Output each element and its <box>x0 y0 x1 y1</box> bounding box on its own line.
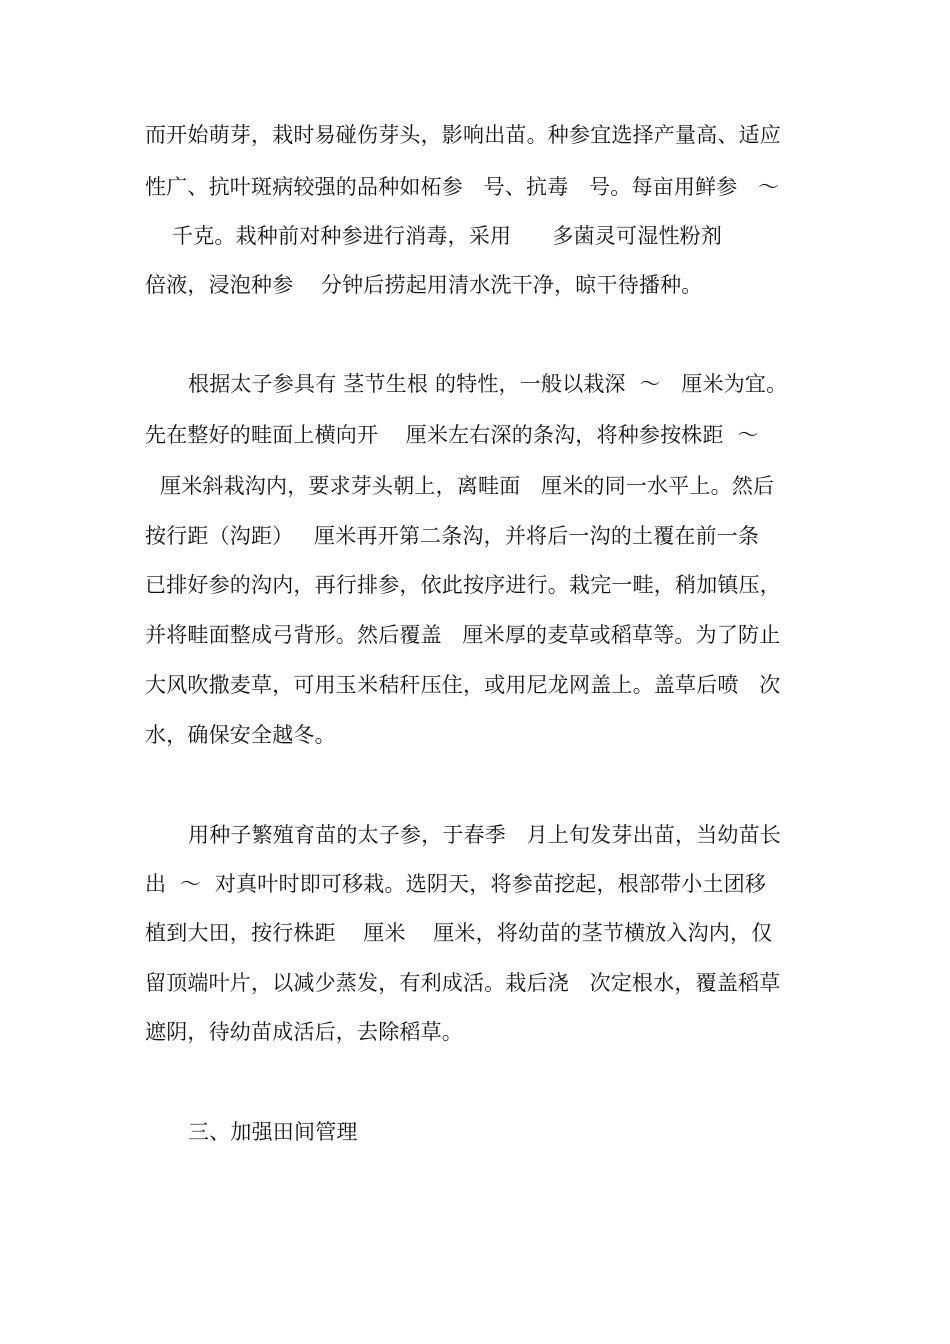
text-line: 按行距（沟距） 厘米再开第二条沟，并将后一沟的土覆在前一条 <box>145 524 760 548</box>
text-line: 并将畦面整成弓背形。然后覆盖 厘米厚的麦草或稻草等。为了防止 <box>145 623 781 647</box>
text-line: 大风吹撒麦草，可用玉米秸秆压住，或用尼龙网盖上。盖草后喷 次 <box>145 673 781 697</box>
text-line: 千克。栽种前对种参进行消毒，采用 多菌灵可湿性粉剂 <box>172 224 723 248</box>
text-line: 性广、抗叶斑病较强的品种如柘参 号、抗毒 号。每亩用鲜参 ～ <box>145 175 780 199</box>
text-line: 水，确保安全越冬。 <box>145 723 336 747</box>
text-line: 用种子繁殖育苗的太子参，于春季 月上旬发芽出苗，当幼苗长 <box>188 823 782 847</box>
text-line: 而开始萌芽，栽时易碰伤芽头，影响出苗。种参宜选择产量高、适应 <box>145 123 781 147</box>
text-line: 已排好参的沟内，再行排参，依此按序进行。栽完一畦，稍加镇压， <box>145 573 781 597</box>
text-line: 先在整好的畦面上横向开 厘米左右深的条沟，将种参按株距 ～ <box>145 423 759 447</box>
text-line: 遮阴，待幼苗成活后，去除稻草。 <box>145 1020 463 1044</box>
section-heading-text: 三、加强田间管理 <box>188 1120 358 1144</box>
text-line: 出 ～ 对真叶时即可移栽。选阴天，将参苗挖起，根部带小土团移 <box>145 872 767 896</box>
text-line: 倍液，浸泡种参 分钟后捞起用清水洗干净，晾干待播种。 <box>145 273 703 297</box>
text-line: 厘米斜栽沟内，要求芽头朝上，离畦面 厘米的同一水平上。然后 <box>160 474 775 498</box>
text-line: 留顶端叶片，以减少蒸发，有利成活。栽后浇 次定根水，覆盖稻草 <box>145 971 781 995</box>
text-line: 植到大田，按行株距 厘米 厘米，将幼苗的茎节横放入沟内，仅 <box>145 921 773 945</box>
text-line: 根据太子参具有 茎节生根 的特性，一般以栽深 ～ 厘米为宜。 <box>188 372 788 396</box>
